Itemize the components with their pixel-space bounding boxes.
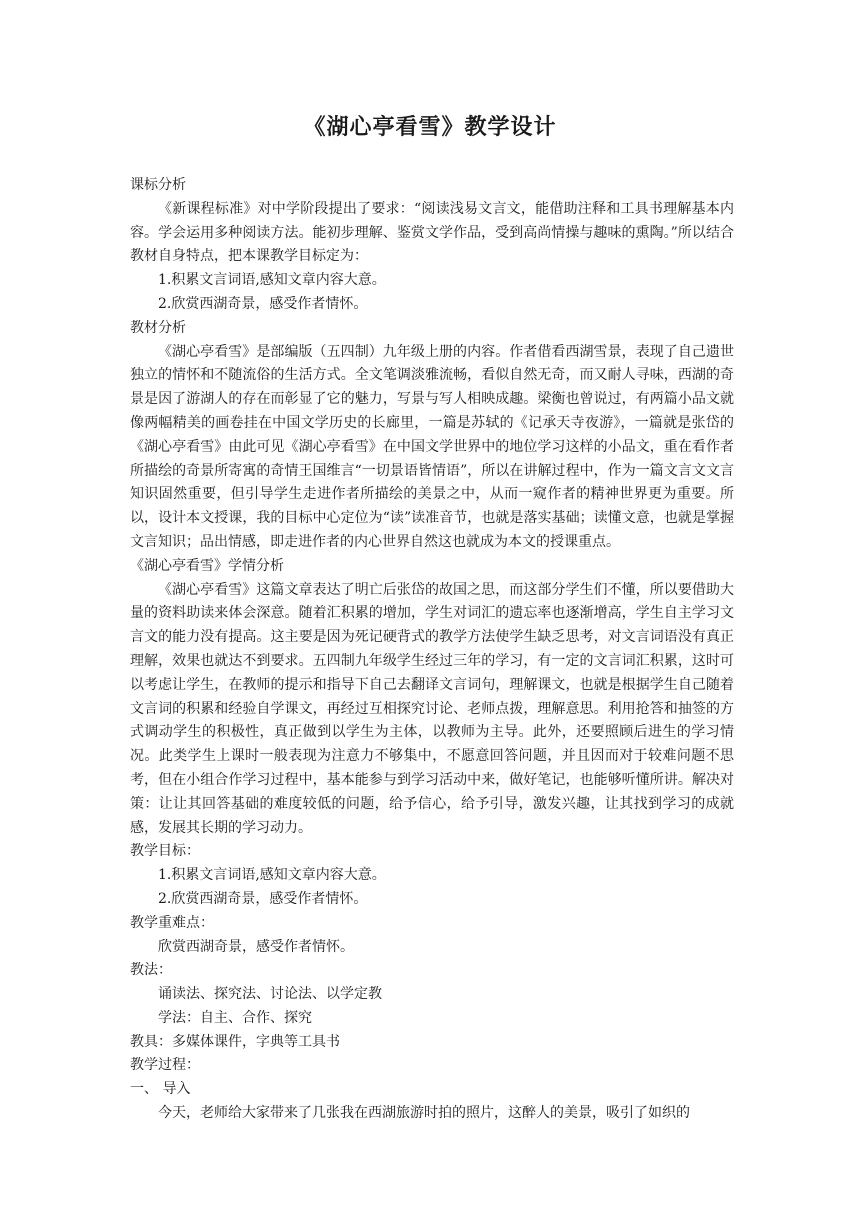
body-paragraph: 《湖心亭看雪》这篇文章表达了明亡后张岱的故国之思，而这部分学生们不懂，所以要借助大量的资料助读来体会深意。随着汇积累的增加，学生对词汇的遗忘率也逐渐增高，学生自主学习文言文的能力没有提高。这主要是因为死记硬背式的教学方法使学生缺乏思考，对文言词语没有真正理解，效果也就达不到要求。五四制九年级学生经过三年的学习，有一定的文言词汇积累，这时可以考虑让学生，在教师的提示和指导下自己去翻译文言词句，理解课文，也就是根据学生自己随着文言词的积累和经验自学课文，再经过互相探究讨论、老师点拨，理解意思。利用抢答和抽签的方式调动学生的积极性，真正做到以学生为主体，以教师为主导。此外，还要照顾后进生的学习情况。此类学生上课时一般表现为注意力不够集中，不愿意回答问题，并且因而对于较难问题不思考，但在小组合作学习过程中，基本能参与到学习活动中来，做好笔记，也能够听懂所讲。解决对策：让让其回答基础的难度较低的问题，给予信心，给予引导，激发兴趣，让其找到学习的成就感，发展其长期的学习动力。 — [130, 581, 734, 836]
body-paragraph: 《新课程标准》对中学阶段提出了要求：“阅读浅易文言文，能借助注释和工具书理解基本内容。学会运用多种阅读方法。能初步理解、鉴赏文学作品，受到高尚情操与趣味的熏陶。”所以结合教材自身特点，把本课教学目标定为： — [130, 200, 734, 265]
body-paragraph: 今天，老师给大家带来了几张我在西湖旅游时拍的照片，这醉人的美景，吸引了如织的 — [158, 1105, 690, 1122]
body-paragraph: 《湖心亭看雪》是部编版（五四制）九年级上册的内容。作者借看西湖雪景，表现了自己遗世独立的情怀和不随流俗的生活方式。全文笔调淡雅流畅，看似自然无奇，而又耐人寻味，西湖的奇景是因了游湖人的存在而彰显了它的魅力，写景与写人相映成趣。梁衡也曾说过，有两篇小品文就像两幅精美的画卷挂在中国文学历史的长廊里，一篇是苏轼的《记承天寺夜游》，一篇就是张岱的《湖心亭看雪》由此可见《湖心亭看雪》在中国文学世界中的地位学习这样的小品文，重在看作者所描绘的奇景所寄寓的奇情王国维言“一切景语皆情语”，所以在讲解过程中，作为一篇文言文文言知识固然重要，但引导学生走进作者所描绘的美景之中，从而一窥作者的精神世界更为重要。所以，设计本文授课，我的目标中心定位为“读”读准音节，也就是落实基础；读懂文意，也就是掌握文言知识；品出情感，即走进作者的内心世界自然这也就成为本文的授课重点。 — [130, 343, 734, 550]
section-heading: 教材分析 — [130, 319, 186, 336]
section-heading: 《湖心亭看雪》学情分析 — [130, 557, 284, 574]
section-heading: 课标分析 — [130, 177, 186, 193]
section-heading: 教学过程： — [130, 1057, 200, 1074]
list-item: 2.欣赏西湖奇景，感受作者情怀。 — [158, 890, 368, 907]
list-item: 2.欣赏西湖奇景，感受作者情怀。 — [158, 295, 368, 312]
list-item: 欣赏西湖奇景，感受作者情怀。 — [158, 938, 354, 955]
document-title: 《湖心亭看雪》教学设计 — [303, 115, 557, 140]
section-heading: 教具：多媒体课件，字典等工具书 — [130, 1033, 340, 1050]
section-heading: 教学重难点： — [130, 914, 214, 931]
section-heading: 一、 导入 — [130, 1081, 191, 1098]
list-item: 1.积累文言词语,感知文章内容大意。 — [158, 272, 386, 289]
section-heading: 教法： — [130, 962, 172, 979]
document-body — [130, 174, 734, 1126]
list-item: 诵读法、探究法、讨论法、以学定教 — [158, 986, 382, 1003]
section-heading: 教学目标： — [130, 843, 200, 860]
list-item: 学法：自主、合作、探究 — [158, 1009, 312, 1026]
list-item: 1.积累文言词语,感知文章内容大意。 — [158, 867, 386, 884]
